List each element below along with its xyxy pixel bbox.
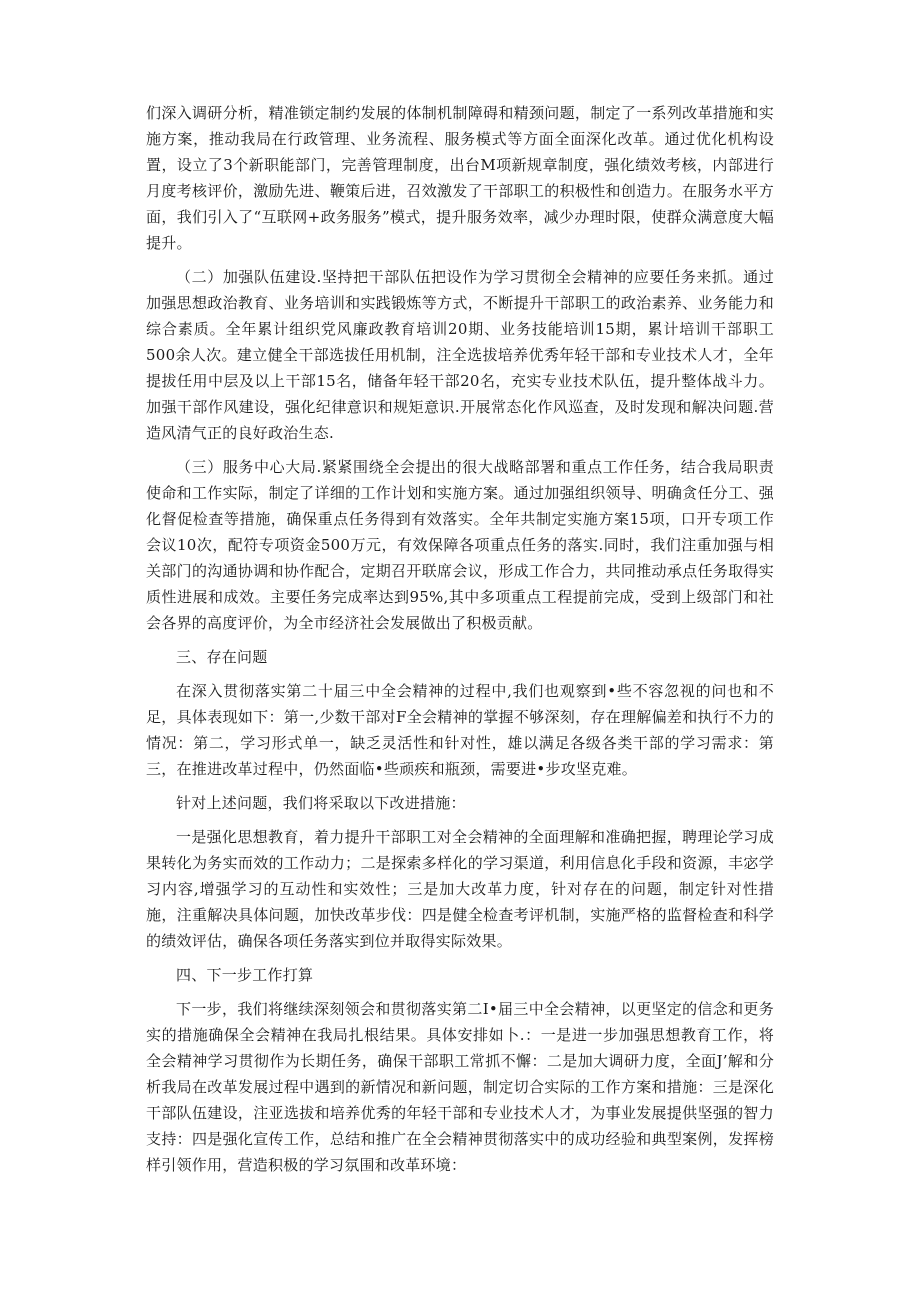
section-heading-next-steps: 四、下一步工作打算 <box>176 966 314 984</box>
document-page <box>146 100 774 1186</box>
paragraph-measures: 一是强化思想教育，着力提升干部职工对全会精神的全面理解和准确把握，聘理论学习成果转化为务实而效的工作动力；二是探索多样化的学习渠道，利用信息化手段和资源，丰宓学习内容,增强学习的互动性和实效性；三是加大改革力度，针对存在的问题，制定针对性措施，注重解决具体问题，加快改革步伐：四是健全检查考评机制，实施严格的监督检查和科学的绩效评估，确保各项任务落实到位并取得实际效果。 <box>146 828 774 950</box>
paragraph-serve-center: （三）服务中心大局.紧紧围绕全会提出的很大战略部署和重点工作任务，结合我局职责使命和工作实际，制定了详细的工作计划和实施方案。通过加强组织领导、明确贪任分工、强化督促检查等措施，确保重点任务得到有效落实。全年共制定实施方案15项，口开专项工作会议10次，配符专项资金500万元，有效保障各项重点任务的落实.同时，我们注重加强与相关部门的沟通协调和协作配合，定期召开联席会议，形成工作合力，共同推动承点任务取得实质性进展和成效。主要任务完成率达到95%,其中多项重点工程提前完成，受到上级部门和社会各界的高度评价，为全市经济社会发展做出了积极贡献。 <box>146 458 774 632</box>
paragraph-next-steps: 下一步，我们将继续深刻领会和贯彻落实第二I•届三中全会精神，以更坚定的信念和更务实的措施确保全会精神在我局扎根结果。具体安排如卜.：一是进一步加强思想教育工作，将全会精神学习贯彻作为长期任务，确保干部职工常抓不懈：二是加大调研力度，全面J’解和分析我局在改革发展过程中遇到的新情况和新问题，制定切合实际的工作方案和措施：三是深化干部队伍建设，注亚选拔和培养优秀的年轻干部和专业技术人才，为事业发展提供坚强的智力支持：四是强化宣传工作，总结和推广在全会精神贯彻落实中的成功经验和典型案例，发挥榜样引领作用，营造积极的学习氛围和改革环境： <box>146 1000 774 1174</box>
paragraph-problems: 在深入贯彻落实第二十届三中全会精神的过程中,我们也观察到•些不容忽视的问也和不足，具体表现如下：第一,少数干部对F全会精神的掌握不够深刻，存在理解偏差和执行不力的情况：第二，学习形式单一，缺乏灵活性和针对性，雄以满足各级各类干部的学习需求：第三，在推进改革过程中，仍然面临•些顽疾和瓶颈，需要进•步攻坚克难。 <box>146 682 774 778</box>
paragraph-team-building: （二）加强队伍建设.坚持把干部队伍把设作为学习贯彻全会精神的应要任务来抓。通过加强思想政治教育、业务培训和实践锻炼等方式，不断提升干部职工的政治素养、业务能力和综合素质。全年累计组织党风廉政教育培训20期、业务技能培训15期，累计培训干部职工500余人次。建立健全干部选拔任用机制，注全选拔培养优秀年轻干部和专业技术人才，全年提拔任用中层及以上干部15名，储备年轻干部20名，充实专业技术队伍，提升整体战斗力。加强干部作风建设，强化纪律意识和规矩意识.开展常态化作风巡查，及时发现和解决问题.营造风清气正的良好政治生态. <box>146 268 774 442</box>
paragraph-reform-measures: 们深入调研分析，精准锁定制约发展的体制机制障碍和精颈问题，制定了一系列改革措施和实施方案，推动我局在行政管理、业务流程、服务模式等方面全面深化改革。通过优化机构设置，设立了3个新职能部门，完善管理制度，出台M项新规章制度，强化绩效考核，内部进行月度考核评价，激励先进、鞭策后进，召效激发了干部职工的积极性和创造力。在服务水平方面，我们引入了“互联网+政务服务”模式，提升服务效率，减少办理时限，使群众满意度大幅提升。 <box>146 104 774 252</box>
section-heading-problems: 三、存在问题 <box>176 648 268 666</box>
paragraph-measures-intro: 针对上述问题，我们将采取以下改进措施： <box>176 794 466 812</box>
